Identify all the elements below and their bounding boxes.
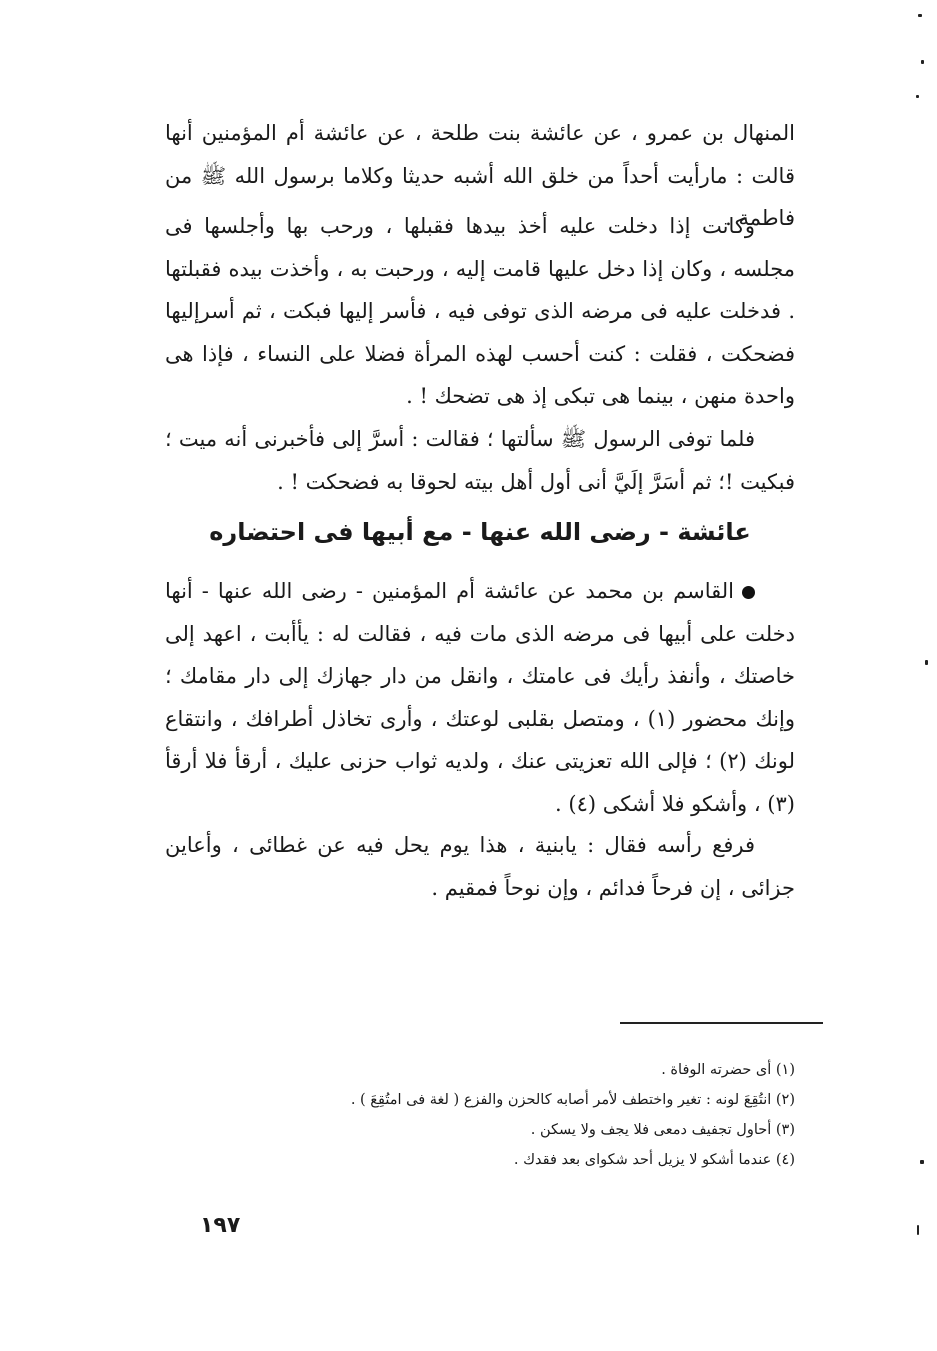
footnote-4: (٤) عندما أشكو لا يزيل أحد شكواى بعد فقدك .	[513, 1152, 795, 1168]
footnote-divider	[620, 1022, 823, 1024]
footnotes	[250, 1055, 795, 1175]
paragraph-2	[165, 205, 795, 418]
paragraph-5-text: فرفع رأسه فقال : يابنية ، هذا يوم يحل فيه عن غطائى ، وأعاين جزائى ، إن فرحاً فدائم ، وإن نوحاً فمقيم .	[165, 833, 795, 900]
scan-speck	[920, 1160, 924, 1164]
footnote-3: (٣) أحاول تجفيف دمعى فلا يجف ولا يسكن .	[530, 1122, 795, 1138]
scan-speck	[917, 1225, 919, 1235]
footnote-1: (١) أى حضرته الوفاة .	[661, 1062, 795, 1078]
paragraph-2-text: وكانت إذا دخلت عليه أخذ بيدها فقبلها ، ورحب بها وأجلسها فى مجلسه ، وكان إذا دخل عليها قامت إليه ، ورحبت به ، وأخذت بيده فقبلتها . فدخلت عليه فى مرضه الذى توفى فيه ، فأسر إليها فبكت ، ثم أسرإليها فضحكت ، فقلت : كنت أحسب لهذه المرأة فضلا على النساء ، فإذا هى واحدة منهن ، بينما هى تبكى إذ هى تضحك ! .	[165, 214, 795, 408]
scan-speck	[921, 60, 924, 64]
paragraph-3-text: فلما توفى الرسول ﷺ سألتها ؛ فقالت : أسرَّ إلى فأخبرنى أنه ميت ؛ فبكيت !؛ ثم أسَرَّ إلَيَّ أنى أول أهل بيته لحوقا به فضحكت ! .	[165, 427, 795, 494]
paragraph-1-text: المنهال بن عمرو ، عن عائشة بنت طلحة ، عن عائشة أم المؤمنين أنها قالت : مارأيت أحداً من خلق الله أشبه حديثا وكلاما برسول الله ﷺ من فاطمة .	[165, 121, 795, 230]
scan-speck	[918, 14, 922, 17]
page-number: ١٩٧	[200, 1213, 241, 1238]
paragraph-3	[165, 418, 795, 503]
paragraph-5	[165, 824, 795, 909]
bullet-icon	[742, 586, 755, 599]
scan-speck	[916, 95, 919, 98]
section-heading: عائشة - رضى الله عنها - مع أبيها فى احتضاره	[209, 518, 751, 546]
footnote-2: (٢) انتُقِعَ لونه : تغير واختطف لأمر أصابه كالحزن والفزع ( لغة فى امتُقِعَ ) .	[350, 1092, 795, 1108]
paragraph-4	[165, 570, 795, 825]
scan-speck	[925, 660, 928, 665]
paragraph-4-text: القاسم بن محمد عن عائشة أم المؤمنين - رضى الله عنها - أنها دخلت على أبيها فى مرضه الذى مات فيه ، فقالت له : يأأبت ، اعهد إلى خاصتك ، وأنفذ رأيك فى عامتك ، وانقل من دار جهازك إلى دار مقامك ؛ وإنك محضور (١) ، ومتصل بقلبى لوعتك ، وأرى تخاذل أطرافك ، وانتقاع لونك (٢) ؛ فإلى الله تعزيتى عنك ، ولديه ثواب حزنى عليك ، أرقأ فلا أرقأ (٣) ، وأشكو فلا أشكى (٤) .	[165, 579, 795, 816]
